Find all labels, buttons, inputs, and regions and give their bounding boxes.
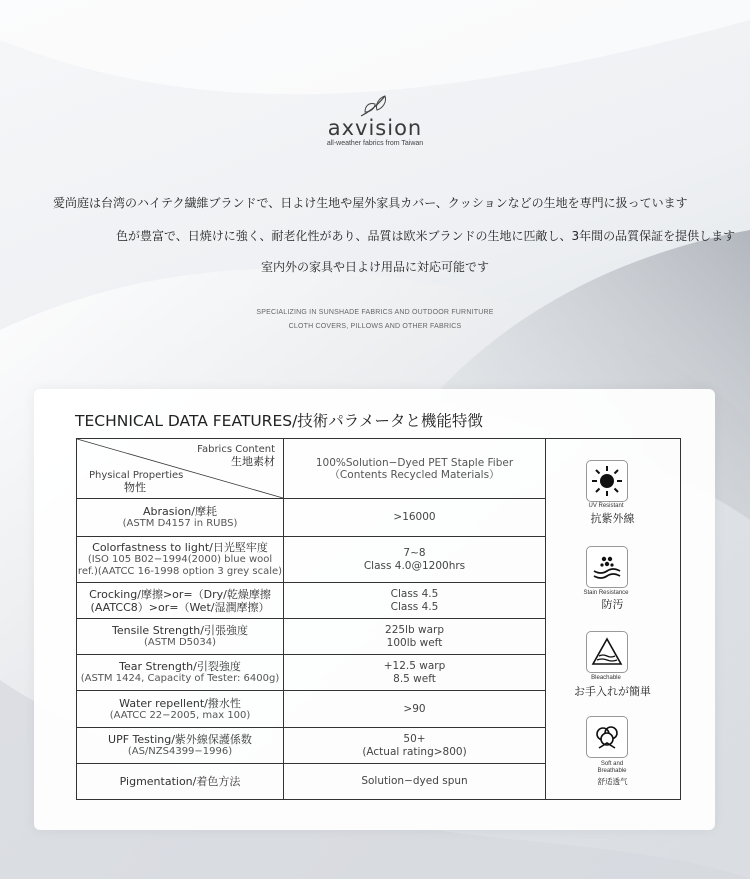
- header-value-cell: [284, 439, 546, 499]
- value-cell: [284, 655, 546, 691]
- feature-label-bleach: お手入れが簡単: [574, 685, 651, 698]
- value-line-2: Class 4.5: [390, 600, 439, 613]
- value-cell: [284, 583, 546, 619]
- brand-logo: [305, 92, 445, 147]
- value-line-1: 50+: [403, 732, 426, 745]
- value-line-1: 225lb warp: [385, 623, 444, 636]
- property-name: Abrasion/摩耗: [143, 505, 217, 518]
- feature-small-label: Soft and Breathable: [597, 761, 627, 774]
- droplets-icon: [586, 546, 628, 588]
- cotton-icon: [586, 716, 628, 758]
- value-cell: [284, 728, 546, 764]
- intro-line-2: 色が豊富で、日焼けに強く、耐老化性があり、品質は欧米ブランドの生地に匹敵し、3年間の品質保証を提供します: [116, 229, 736, 243]
- table-row: [77, 691, 546, 728]
- feature-icons-column: [544, 438, 681, 800]
- value-line-1: Class 4.5: [390, 587, 439, 600]
- property-cell: [77, 691, 284, 728]
- property-standard: (AATCC 22−2005, max 100): [109, 709, 251, 721]
- value-line-2: 100lb weft: [386, 636, 443, 649]
- property-standard: (ASTM D5034): [143, 637, 217, 648]
- value-cell: [284, 764, 546, 800]
- fabrics-content-label-jp: 生地素材: [231, 455, 275, 468]
- property-cell: [77, 764, 284, 800]
- property-standard: (ASTM D4157 in RUBS): [122, 518, 238, 529]
- logo-tagline: all-weather fabrics from Taiwan: [326, 140, 424, 147]
- table-row: [77, 764, 546, 800]
- value-cell: [284, 619, 546, 655]
- property-standard: (AS/NZS4399−1996): [127, 746, 233, 757]
- property-name: Tensile Strength/引張強度: [112, 624, 248, 637]
- value-line-2: (Actual rating>800): [362, 745, 467, 758]
- feature-small-label: Stain Resistance: [583, 590, 629, 596]
- property-cell: [77, 537, 284, 583]
- value-cell: [284, 499, 546, 537]
- value-line-1: 7~8: [403, 546, 426, 559]
- property-name: Tear Strength/引裂強度: [119, 660, 241, 673]
- value-line-1: +12.5 warp: [383, 659, 446, 672]
- value-line-2: 8.5 weft: [393, 672, 436, 685]
- value-line-1: Solution−dyed spun: [361, 775, 468, 787]
- fabric-content-line-1: 100%Solution−Dyed PET Staple Fiber: [315, 456, 514, 469]
- table-row: [77, 619, 546, 655]
- property-cell: [77, 499, 284, 537]
- property-cell: [77, 583, 284, 619]
- property-standard: (ISO 105 B02−1994(2000) blue wool ref.)(AATCC 16-1998 option 3 grey scale): [77, 554, 283, 577]
- table-row: [77, 537, 546, 583]
- property-standard: (ASTM 1424, Capacity of Tester: 6400g): [80, 673, 280, 684]
- physical-properties-label: Physical Properties: [89, 470, 184, 481]
- fabric-content-line-2: （Contents Recycled Materials）: [329, 468, 500, 481]
- feature-label-soft: 舒适透气: [597, 777, 628, 786]
- technical-data-card: [34, 389, 715, 830]
- bleach-triangle-icon: [586, 631, 628, 673]
- value-line-2: Class 4.0@1200hrs: [363, 559, 466, 572]
- feature-label-stain: 防汚: [601, 598, 624, 611]
- fabrics-content-label: Fabrics Content: [197, 444, 275, 455]
- header-diagonal-cell: [77, 439, 284, 499]
- spec-table: [76, 438, 546, 800]
- property-name: Water repellent/撥水性: [119, 696, 241, 710]
- property-cell: [77, 655, 284, 691]
- feature-small-label: UV Resistant: [588, 503, 624, 509]
- physical-properties-label-jp: 物性: [124, 481, 146, 494]
- table-header-row: [77, 439, 546, 499]
- logo-wordmark: axvision: [327, 116, 423, 140]
- sun-icon: [586, 460, 628, 502]
- intro-line-3: 室内外の家具や日よけ用品に対応可能です: [261, 260, 490, 274]
- intro-english-line-2: CLOTH COVERS, PILLOWS AND OTHER FABRICS: [288, 323, 462, 330]
- table-row: [77, 728, 546, 764]
- property-cell: [77, 728, 284, 764]
- feature-label-uv: 抗紫外線: [590, 512, 635, 525]
- property-name: UPF Testing/紫外線保護係数: [108, 733, 252, 746]
- feature-small-label: Bleachable: [591, 675, 621, 681]
- value-cell: [284, 691, 546, 728]
- value-cell: [284, 537, 546, 583]
- property-name: Pigmentation/着色方法: [119, 775, 241, 788]
- table-row: [77, 655, 546, 691]
- property-name: Colorfastness to light/日光堅牢度: [92, 541, 268, 554]
- property-cell: [77, 619, 284, 655]
- intro-english-line-1: SPECIALIZING IN SUNSHADE FABRICS AND OUTDOOR FURNITURE: [256, 309, 494, 316]
- value-line-1: >16000: [393, 511, 436, 523]
- property-name: Crocking/摩擦>or=（Dry/乾燥摩擦(AATCC8）>or=（Wet/湿潤摩擦）: [89, 587, 271, 614]
- table-row: [77, 499, 546, 537]
- intro-line-1: 愛尚庭は台湾のハイテク繊維ブランドで、日よけ生地や屋外家具カバー、クッションなどの生地を専門に扱っています: [53, 196, 688, 210]
- table-row: [77, 583, 546, 619]
- technical-title: TECHNICAL DATA FEATURES/技術パラメータと機能特徴: [75, 412, 483, 430]
- value-line-1: >90: [403, 702, 426, 715]
- leaf-icon: [355, 92, 395, 118]
